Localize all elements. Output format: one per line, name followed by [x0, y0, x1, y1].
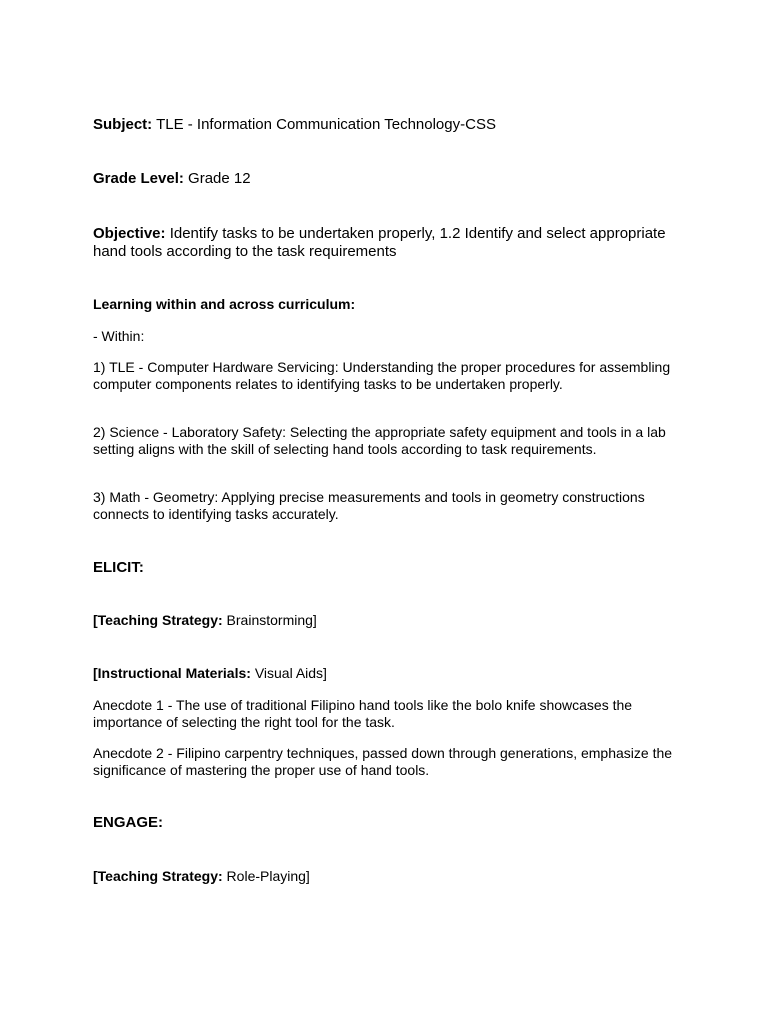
engage-strategy-label: Teaching Strategy:: [97, 868, 223, 884]
grade-level-value: Grade 12: [183, 170, 251, 187]
elicit-strategy-value: Brainstorming]: [222, 612, 317, 628]
subject-value: TLE - Information Communication Technology-CSS: [152, 116, 496, 133]
grade-level-label: Grade Level:: [93, 170, 184, 187]
subject-line: [93, 116, 683, 134]
elicit-strategy-line: [Teaching Strategy: Brainstorming]: [93, 612, 317, 628]
learning-item-2: 2) Science - Laboratory Safety: Selecting the appropriate safety equipment and tools in a lab setting aligns with the skill of selecting hand tools according to task requirements.: [93, 424, 666, 457]
objective-paragraph: [93, 225, 683, 261]
elicit-materials-label: Instructional Materials:: [97, 665, 251, 681]
elicit-strategy-label: Teaching Strategy:: [97, 612, 223, 628]
engage-strategy-value: Role-Playing]: [222, 868, 310, 884]
subject-label: Subject:: [93, 116, 153, 133]
engage-heading: ENGAGE:: [93, 814, 164, 831]
grade-level-line: [93, 170, 683, 188]
learning-heading: Learning within and across curriculum:: [93, 296, 356, 312]
elicit-materials-value: Visual Aids]: [250, 665, 327, 681]
learning-item-1: 1) TLE - Computer Hardware Servicing: Understanding the proper procedures for assembling computer components relates to identifying tasks to be undertaken properly.: [93, 359, 671, 392]
engage-strategy-line: [Teaching Strategy: Role-Playing]: [93, 868, 310, 884]
within-label: - Within:: [93, 328, 145, 344]
anecdote-2: Anecdote 2 - Filipino carpentry techniques, passed down through generations, emphasize the significance of mastering the proper use of hand tools.: [93, 745, 673, 778]
anecdote-1: Anecdote 1 - The use of traditional Filipino hand tools like the bolo knife showcases the importance of selecting the right tool for the task.: [93, 697, 633, 730]
learning-item-3: 3) Math - Geometry: Applying precise measurements and tools in geometry constructions connects to identifying tasks accurately.: [93, 489, 645, 522]
objective-label: Objective:: [93, 225, 166, 242]
objective-value: Identify tasks to be undertaken properly, 1.2 Identify and select appropriate hand tools according to the task requirements: [93, 225, 666, 260]
elicit-materials-line: [Instructional Materials: Visual Aids]: [93, 665, 327, 681]
elicit-heading: ELICIT:: [93, 559, 144, 576]
